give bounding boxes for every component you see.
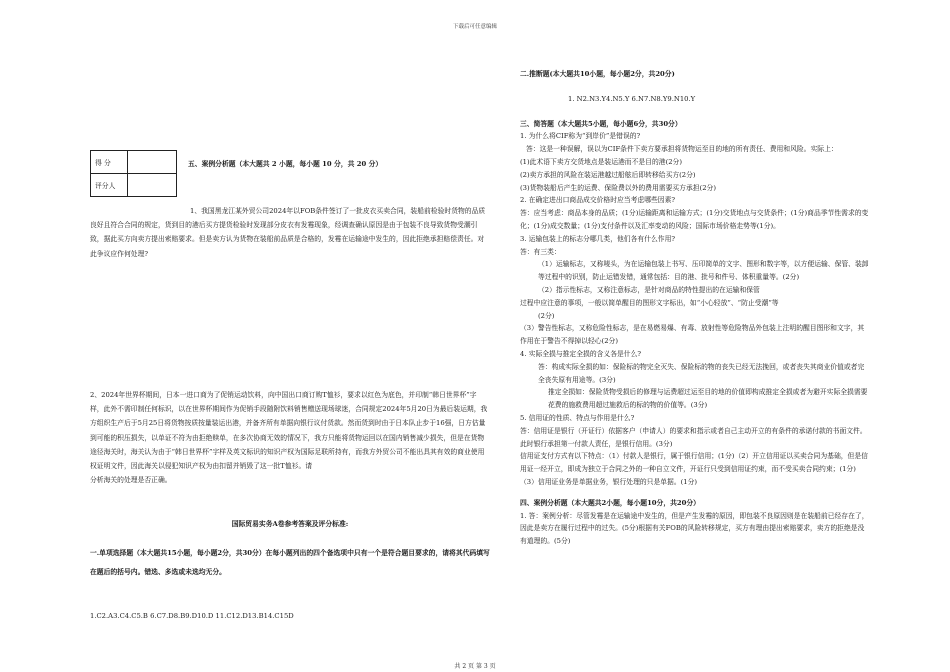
grader-label: 评分人 <box>91 174 128 197</box>
q1-answer: 答：这是一种误解，误以为CIF条件下卖方要承担将货物运至目的地的所有责任、费用和风险。实际上： <box>526 145 838 154</box>
score-table <box>90 150 177 197</box>
q3-point2-score: (2分) <box>538 311 555 320</box>
section5-title: 五、案例分析题（本大题共 2 小题，每小题 10 分，共 20 分） <box>188 160 383 168</box>
grader-cell <box>128 174 177 197</box>
tf-title: 二.推断题(本大题共10小题，每小题2分，共20分) <box>520 70 675 78</box>
mcq-answers: 1.C2.A3.C4.C5.B 6.C7.D8.B9.D10.D 11.C12.D13.B14.C15D <box>90 612 294 620</box>
q1-point1: (1)此术语下卖方交货地点是装运港而不是目的港(2分) <box>520 157 682 166</box>
q1-point3: (3)货物装船后产生的运费、保险费以外的费用需要买方承担(2分) <box>520 183 716 192</box>
mcq-title: 一.单项选择题（本大题共15小题，每小题2分，共30分）在每小题列出的四个备选项中只有一个是符合题目要求的，请将其代码填写在题后的括号内。错选、多选或未选均无分。 <box>90 549 490 576</box>
q3-point3: （3）警告性标志，又称危险性标志，是在易燃易爆、有毒、放射性等危险物品外包装上注明的醒目图形和文字，其作用在于警告不得掉以轻心(2分) <box>520 324 865 346</box>
q5-answer-a: 答：信用证是银行（开证行）依据客户（申请人）的要求和指示或者自己主动开立的有条件的承诺付款的书面文件。此时银行承担第一付款人责任，是银行信用。(3分) <box>520 426 867 448</box>
q3: 3. 运输包装上的标志分哪几类，他们各有什么作用? <box>520 234 676 243</box>
right-column <box>520 68 870 548</box>
case2-end: 分析海关的处理是否正确。 <box>90 476 172 485</box>
q1-point2: (2)卖方承担的风险在装运港越过船舷后即转移给买方(2分) <box>520 170 696 179</box>
score-label: 得 分 <box>91 151 128 174</box>
q2: 2. 在确定进出口商品成交价格时应当考虑哪些因素? <box>520 196 676 205</box>
answer-title: 国际贸易实务A卷参考答案及评分标准: <box>231 520 349 528</box>
case-title: 四、案例分析题（本大题共2小题，每小题10分，共20分） <box>520 498 700 507</box>
q2-answer: 答：应当考虑：商品本身的品质；(1分)运输距离和运输方式；(1分)交货地点与交货条件；(1分)商品季节性需求的变化；(1分)成交数量；(1分)支付条件以及汇率变动的风险；国际市场价格走势等(1分)。 <box>520 209 869 230</box>
case2-text: 2、2024年世界杯期间，日本一进口商为了促销运动饮料，向中国出口商订购T恤衫，要求以红色为底色，并印制“韩日世界杯”字样，此外不需印制任何标识，以在世界杯期间作为促销手段随附饮料销售赠送现场球迷，合同规定2024年5月20日为最后装运期，我方组织生产后于5月25日将货物按质按量装运出港，并备齐所有单据向银行议付货款。然而货到时由于日本队止步于16强，日方估量到可能的积压损失，以单证不符为由拒绝赎单，在多次协商无效的情况下，我方只能将货物运回以在国内销售减少损失，但是在货物途径海关时，海关认为由于“韩日世界杯”字样及英文标识的知识产权为国际足联所持有，而我方外贸公司不能出具其有效的商业使用权证明文件，因此海关以侵犯知识产权为由扣留并销毁了这一批T恤衫。请 <box>90 391 488 471</box>
q3-point2: （2）指示性标志，又称注意标志，是针对商品的特性提出的在运输和保管 <box>538 285 760 294</box>
q5-answer-b: 信用证支付方式有以下特点：（1）付款人是银行，属于银行信用；(1分)（2）开立信用证以买卖合同为基础，但是信用证一经开立，即成为独立于合同之外的一种自立文件，开证行只受到信用证约束，而不受买卖合同约束；(1分)（3）信用证业务是单据业务，银行处理的只是单据。(1分) <box>520 452 868 486</box>
case2-block <box>90 388 490 487</box>
q3-answer: 答：有三类： <box>520 247 561 256</box>
header-note: 下载后可任意编辑 <box>452 24 497 30</box>
q4: 4. 实际全损与推定全损的含义各是什么? <box>520 349 642 358</box>
case-answer: 1. 答：案例分析：尽管发霉是在运输途中发生的，但是产生发霉的原因，即包装不良原因则是在装船前已经存在了，因此是卖方在履行过程中的过失。(5分)根据有关FOB的风险转移规定，买方有理由提出索赔要求，卖方的拒绝是没有道理的。(5分) <box>520 511 869 546</box>
q5: 5. 信用证的性质、特点与作用是什么? <box>520 413 635 422</box>
q4-answer-b: 推定全损如：保险货物受损后的修理与运费超过运至目的地的价值即构成推定全损或者为避开实际全损需要花费的施救费用超过施救后的标的物的价值等。(3分) <box>548 388 868 410</box>
tf-answers: 1. N2.N3.Y4.N5.Y 6.N7.N8.Y9.N10.Y <box>568 94 696 103</box>
q3-point2-cont: 过程中应注意的事项，一般以简单醒目的图形文字标出，如“小心轻放”、“防止受潮”等 <box>520 298 779 307</box>
left-column <box>90 204 490 261</box>
case1-text: 1、我国黑龙江某外贸公司2024年以FOB条件签订了一批皮衣买卖合同，装船前检验时货物的品质良好且符合合同的规定，货到目的港后买方提货检验时发现部分皮衣有发霉现象，经调查确认原因是由于包装不良导致货物受潮引致，据此买方向卖方提出索赔要求。但是卖方认为货物在装船前品质是合格的，发霉在运输途中发生的，因此拒绝承担赔偿责任。对此争议应作何处理? <box>90 207 486 258</box>
q3-point1: （1）运输标志，又称唛头，为在运输包装上书写、压印简单的文字、图形和数字等，以方便运输、保管、装卸等过程中的识别，防止运错发错，通常包括：目的港、批号和件号、体积重量等。(2分) <box>538 260 869 282</box>
short-title: 三、简答题（本大题共5小题，每小题6分，共30分） <box>520 119 682 128</box>
q4-answer-a: 答：构成实际全损的如：保险标的物完全灭失、保险标的物的丧失已经无法挽回，或者丧失其商业价值或者完全丧失原有用途等。(3分) <box>538 362 865 384</box>
page-footer: 共 2 页 第 3 页 <box>454 663 496 670</box>
score-cell <box>128 151 177 174</box>
q1: 1. 为什么将CIF称为“到岸价”是错误的? <box>520 132 641 141</box>
